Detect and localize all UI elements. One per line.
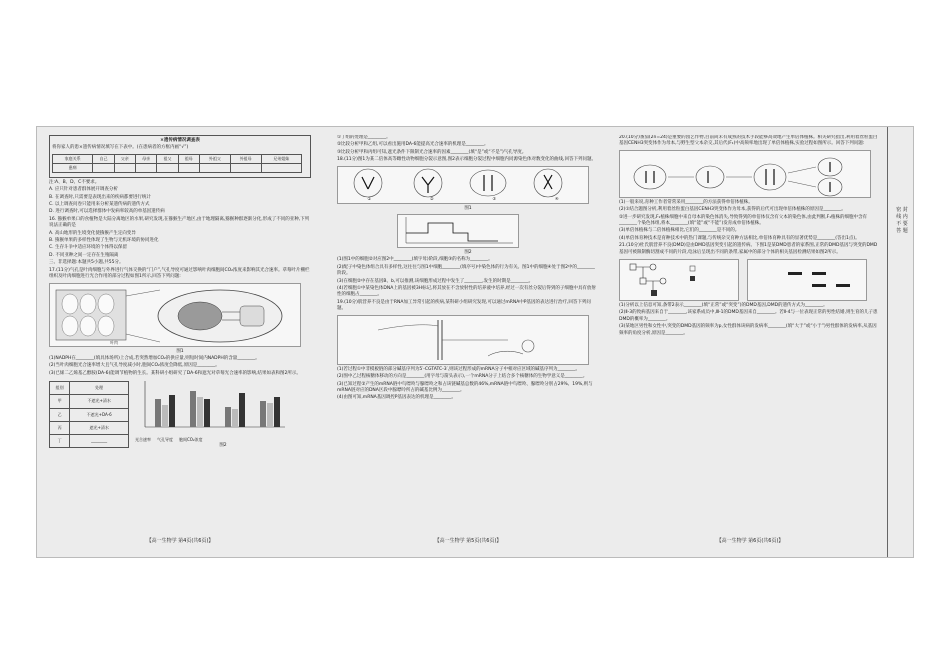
question-line: A. 应只针对患者群体展开调查分析 [49,187,118,193]
question-17-continued [337,135,599,156]
survey-row-label: 患病 [53,163,93,172]
page-6-column [619,135,881,550]
electrophoresis-figure [747,259,867,301]
page-5-footer: 【高一生物学 第5页(共6页)】 [434,537,502,544]
question-line: (1)分析以上信息可知,条带2表示________(填“正常”或“突变”)的DMD基因,DMD的遗传方式为________。 [619,303,828,309]
question-line: D. 不同亚种之间一定存在生殖隔离 [49,252,119,258]
survey-note: 将你家人的患×遗传病情况填写在下表中。(在患病者的方框内画“√”) [52,145,189,151]
question-line: (4)若细胞①中某染色体DNA上的基因被3H标记,将其放在不含放射性的培养液中培养,经过一次有丝分裂后得到的子细胞中具有放射性的细胞占________。 [337,286,596,298]
page-6-footer: 【高一生物学 第6页(共6页)】 [716,537,784,544]
question-line: (4)单倍体育种技术是育种技术中的热门课题,与传统杂交育种方法相比,单倍体育种具有的显著优势是________(答出1点)。 [619,235,860,241]
question-line: (3)某地区男性和女性中,突变的DMD基因的频率为p,女性群体该病的发病率________(填“大于”或“小于”)男性群体的发病率,从基因频率的角度分析,原因是________。 [619,324,877,336]
survey-empty-cell [261,163,301,172]
svg-text:叶肉: 叶肉 [110,339,118,345]
question-line: 21.(10分)杜氏肌营养不良(DMD)是由DMD基因突变引起的遗传病。下图1是某DMD患者的家系图,正常的DMD基因与突变的DMD基因可被限制酶切割成不同的片段,电泳后呈现出不同的条带,家属中的部分个体的相关基因检测结果如图2所示。 [619,243,878,255]
question-line: 三、非选择题:本题共5小题,共55分。 [49,260,124,266]
question-line: (1)若过程①中非模板链的部分碱基序列为5′-CGTATC-3′,则该过程形成的mRNA分子中相对应区域的碱基序列为________。 [337,366,581,372]
cell-label: ② [429,195,434,201]
survey-empty-cell [199,163,230,172]
question-18-19-parts [337,257,599,312]
survey-empty-cell [93,163,114,172]
figure-1-caption: 图1 [176,348,184,354]
survey-header-cell: 外祖父 [199,154,230,163]
question-line: (2)图中乙过程核糖体移动的方向是________(用字母与箭头表示),一个mRNA分子上结合多个核糖体的生物学意义是________。 [337,374,588,380]
survey-header-cell: 父亲 [114,154,135,163]
leaf-cell-diagram [50,284,300,346]
page-5-column [337,135,599,550]
legend-item: 光合速率 [135,436,151,442]
gene-expression-diagram [338,316,588,364]
question-19-parts [337,367,599,402]
question-20-21-parts [619,200,881,256]
treatment-cell: ________ [70,435,129,448]
cell-label: ③ [492,195,497,201]
survey-empty-cell [230,163,261,172]
question-line: (3)在细胞②中存在基因B、b,可以推测,该细胞形成过程中发生了________,发生的时期是________。 [337,278,534,284]
questions-15-17 [49,180,311,281]
question-line: B. 在调查时,只需要是表现出来的疾病都要进行统计 [49,194,151,200]
electrophoresis-bands [748,260,866,300]
treatment-cell: 不遮光+清水 [70,395,129,408]
treatment-cell: 丁 [50,435,70,448]
treatment-table [49,381,129,448]
question-line: C. 生存斗争中适应环境的个体得以保留 [49,245,128,251]
cell-division-figure [337,166,589,204]
figure-labels [338,196,588,202]
treatment-cell: 丙 [50,421,70,434]
page-4-footer: 【高一生物学 第4页(共6页)】 [146,537,214,544]
bar-chart [135,379,295,433]
legend-item: 气孔导度 [157,436,173,442]
gene-expression-figure [337,315,589,365]
question-17-parts [49,356,311,377]
question-line: 16. 猕猴单果口的食植物是大陆分离地区的水果,研究发现,在猕猴生产地区,由于地理隔离,猕猴种群逐渐分化,形成了不同的亚种,下列说法正确的是 [49,216,310,229]
survey-header-cell: 家庭关系 [53,154,93,163]
survey-empty-cell [135,163,156,172]
question-line: C. 以上调查问卷只能用来分析某遗传病的遗传方式 [49,202,150,208]
haploid-breeding-figure [619,150,871,198]
treatment-row [50,395,129,408]
survey-header-cell: 外祖母 [230,154,261,163]
pedigree-chart [620,260,738,300]
treatment-and-chart [49,379,311,450]
photosynthesis-figure [49,283,301,347]
binding-margin-text: 密 封 线 内 不 要 答 题 [896,207,908,234]
treatment-row [50,435,129,448]
haploid-diagram [620,151,870,197]
survey-header-cell: 母亲 [135,154,156,163]
question-line: 17.(11分)气孔是叶肉细胞与外界进行气体交换的“门户”,气孔导度可通过影响叶肉细胞间CO₂浓度来影响其光合速率。草莓叶片栅栏组织及叶肉细胞进行光合作用的部分过程如图1所示,回答下列问题: [49,267,310,280]
question-line: ③比较分析甲和丙组可知,遮光条件下限制光合速率的因素________(填“是”或“不是”)气孔导度。 [337,149,527,155]
treatment-header: 组别 [50,382,70,395]
survey-box [49,135,311,178]
question-line: B. 猕猴单果的多样性体现了生物与无机环境的协同进化 [49,238,159,244]
question-line: ②比较分析甲和乙组,可以看出施用DA-6能提高光合速率的机理是________。 [337,142,489,148]
question-line: 19.(10分)肌营养不良是由于RNA加工异常引起的疾病,某科研小组研究发现,可以通过mRNA中P基因的表达进行治疗,回答下列问题。 [337,299,591,312]
question-line: 注:A、B、D、C不要求。 [49,179,100,185]
survey-header-cell: 祖父 [157,154,178,163]
cell-label: ① [367,195,372,201]
exam-sheet [36,126,914,558]
survey-empty-cell [114,163,135,172]
treatment-cell: 甲 [50,395,70,408]
cell-label: ④ [554,195,559,201]
question-line: (1)图1中的细胞②对应图2中________(填字母)阶段,细胞③的名称为________。 [337,257,493,263]
question-21-parts [619,303,881,337]
q20-intro: 20.(10分)番茄(2n=24)是重要的园艺作物,目前尚未有成熟的技术手段能够高效地产生单倍体植株。相关研究指出,利用着丝粒蛋白基因CENH3突变体作为母本,与野生型父本杂交,其后代(F₁)中高频率地出现了单倍体植株,实验过程如图所示。回答下列问题: [619,135,878,147]
question-line: (3)已知过程②产生的mRNA链中鸟嘌呤与腺嘌呤之和占该链碱基总数的46%,mRNA链中鸟嘌呤、腺嘌呤分别占29%、19%,则与mRNA链对应的DNA区段中腺嘌呤所占的碱基比例为________。 [337,381,593,393]
q18-fig1-caption: 图1 [464,205,472,211]
treatment-row [50,408,129,421]
question-line: (3)已烯二乙烯基乙醇胺(DA-6)能调节植物的生长。某科研小组研究了DA-6和遮光对草莓光合速率的影响,结果如表和图2所示。 [49,370,301,376]
survey-empty-cell [178,163,199,172]
treatment-row [50,421,129,434]
treatment-cell: 乙 [50,408,70,421]
question-line: (1)NADPH在________(填具体场所)上合成,若突然增加CO₂的供应量,则短时间内NADPH的含量________。 [49,355,260,361]
question-line: D. 进行调查时,可以选择群体中发病率较高的单基因遗传病 [49,209,165,215]
question-line: (2)①结合题图分析,利用着丝粒蛋白基因CENH3突变体作为母本,获得的后代可出现单倍体植株的原因是________。 [619,207,846,213]
treatment-cell: 不遮光+DA-6 [70,408,129,421]
question-line: (2)当叶肉细胞光合速率增大且气孔导度减小时,胞间CO₂浓度会降低,原因是________。 [49,363,220,369]
survey-header-cell: 兄弟姐妹 [261,154,301,163]
survey-title: ×遗传病情况调查表 [160,138,200,143]
question-line: (4)由图可知,mRNA基因调控P基因表达的机理是________。 [337,395,456,401]
question-line: (1)一般来说,育种工作者常常采用________的方法获得单倍体植株。 [619,199,753,205]
treatment-cell: 遮光+清水 [70,421,129,434]
pedigree-figure [619,259,739,301]
question-line: (3)单倍体植株与二倍体植株相比,它们的________是不同的。 [619,228,740,234]
question-line: ①丁组的处理是________。 [337,135,391,140]
question-line: ②进一步研究发现,F₁植株细胞中来自母本的染色体消失,导致得到的单倍体仅含有父本的染色体,由此判断,F₁植株的细胞中含有________个染色体组,将本________(填“能”或“不能”)发育成单倍体植株。 [619,214,868,227]
question-line: (2)Ⅱ-3的致病基因来自于________,该家系成员中,Ⅲ-1的DMD基因来自________。若Ⅱ-4与一位表现正常的男性结婚,则生育的儿子患DMD的概率为________。 [619,310,878,322]
q18-intro: 18.(11分)图1为某二倍体高等雌性动物细胞分裂示意图,图2表示细胞分裂过程中细胞内同源染色体对数变化的曲线,回答下列问题。 [337,157,596,163]
fold-line [887,127,888,557]
q18-fig2-caption: 图2 [464,250,472,256]
dmd-figures [619,257,881,303]
chromosome-curve-figure [397,214,519,248]
page-4-column [49,135,311,550]
survey-empty-cell [157,163,178,172]
question-line: A. 高山地形的生境变化使猕猴产生定向变异 [49,230,136,236]
legend-item: 胞间CO₂浓度 [179,436,203,442]
question-line: (2)配子中染色体组合具有多样性,这往往与图1中细胞________(填序号)中染色体的行为有关。图1中的细胞④处于图2中的________阶段。 [337,264,595,277]
survey-header-cell: 祖母 [178,154,199,163]
treatment-header: 处理 [70,382,129,395]
survey-header-cell: 自己 [93,154,114,163]
figure-2 [135,379,311,450]
figure-2-caption: 图2 [219,442,227,448]
survey-table [52,154,302,173]
step-curve [398,215,518,247]
